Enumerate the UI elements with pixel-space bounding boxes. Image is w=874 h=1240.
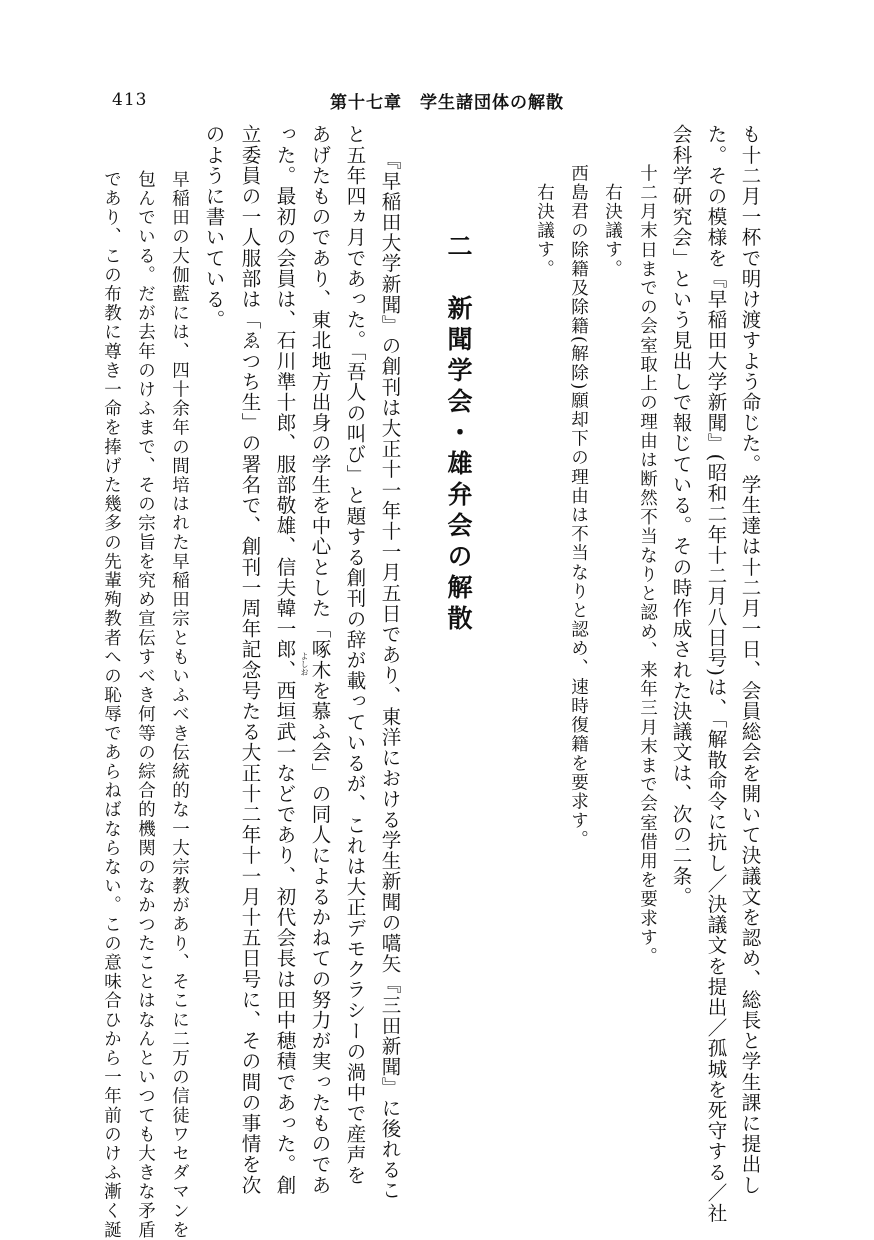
resolution-line: 右決議す。 — [602, 183, 623, 279]
body-column: あげたものであり、東北地方出身の学生を中心とした「啄木を慕ふ会」の同人によるかねての努力が実ったものであ — [308, 124, 332, 1196]
body-column: 『早稲田大学新聞』の創刊は大正十一年十一月五日であり、東洋における学生新聞の嚆矢『三田新聞』に後れるこ — [378, 150, 402, 1201]
quotation-column: 包んでいる。だが去年のけふまで、その宗旨を究め宣伝すべき何等の綜合的機関のなかつたことはなんといつても大きな矛盾 — [135, 170, 156, 1240]
resolution-line: 西島君の除籍及除籍(解除)願却下の理由は不当なりと認め、速時復籍を要求す。 — [568, 164, 589, 850]
quotation-column: 早稲田の大伽藍には、四十余年の間培はれた早稲田宗ともいふべき伝統的な一大宗教があり、そこに二万の信徒ワセダマンを — [169, 170, 190, 1240]
section-heading: 二 新聞学会・雄弁会の解散 — [444, 233, 473, 636]
resolution-line: 右決議す。 — [534, 183, 555, 279]
body-column: 会科学研究会」という見出しで報じている。その時作成された決議文は、次の二条。 — [669, 124, 693, 907]
body-column: も十二月一杯で明け渡すよう命じた。学生達は十二月一日、会員総会を開いて決議文を認め、総長と学生課に提出し — [738, 124, 762, 1196]
page-number: 413 — [112, 90, 148, 110]
body-column: た。その模様を『早稲田大学新聞』(昭和二年十二月八日号)は、「解散命令に抗し／決議文を提出／孤城を死守する／社 — [704, 124, 728, 1224]
body-column: のように書いている。 — [202, 124, 226, 330]
running-head: 第十七章 学生諸団体の解散 — [330, 93, 564, 113]
ruby-annotation: よしお — [300, 652, 309, 676]
body-column: 立委員の一人服部は「ゑつち生」の署名で、創刊一周年記念号たる大正十二年十一月十五日号に、その間の事情を次 — [238, 124, 262, 1196]
resolution-line: 十二月末日までの会室取上の理由は断然不当なりと認め、来年三月末まで会室借用を要求す。 — [637, 164, 658, 967]
body-column: った。最初の会員は、石川準十郎、服部敬雄、信夫韓一郎、西垣武一などであり、初代会長は田中穂積であった。創 — [273, 124, 297, 1196]
quotation-column: であり、この布教に尊き一命を捧げた幾多の先輩殉教者への恥辱であらねばならない。この意味合ひから一年前のけふ漸く誕 — [101, 170, 122, 1240]
body-column: と五年四ヵ月であった。「吾人の叫び」と題する創刊の辞が載っているが、これは大正デモクラシーの渦中で産声を — [343, 124, 367, 1186]
